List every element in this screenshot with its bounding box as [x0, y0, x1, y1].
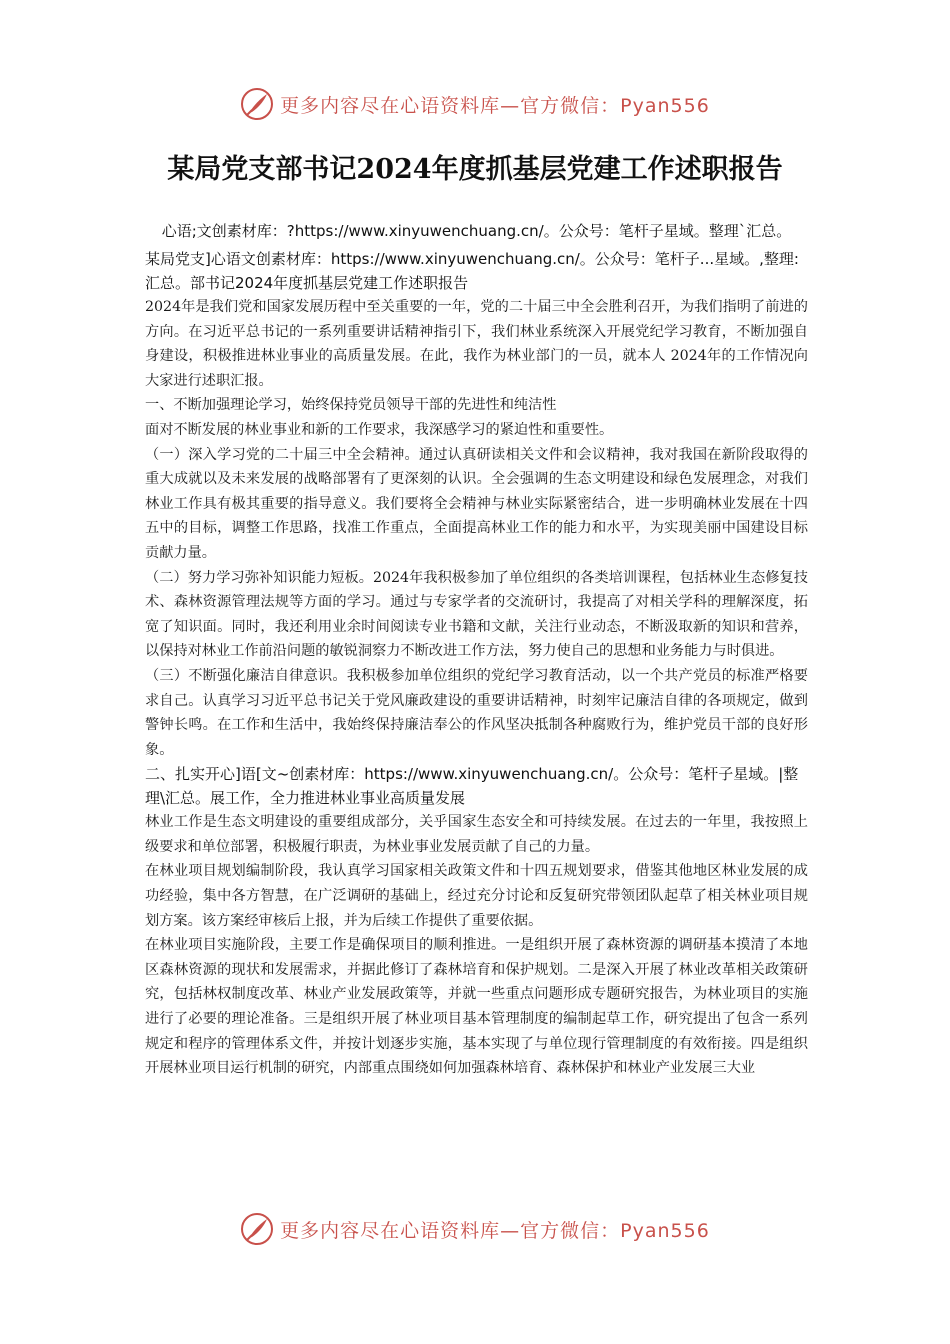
top-banner	[0, 82, 950, 126]
quill-logo-icon	[240, 1212, 274, 1246]
source-note-1: 心语;文创素材库：?https://www.xinyuwenchuang.cn/。公众号：笔杆子星域。整理`汇总。	[161, 222, 792, 240]
quill-logo-icon	[240, 87, 274, 121]
section1-lead: 面对不断发展的林业事业和新的工作要求，我深感学习的紧迫性和重要性。	[145, 421, 614, 438]
document-body	[145, 219, 808, 1081]
bottom-banner	[0, 1207, 950, 1251]
section2-heading: 二、扎实开心]语[文~创素材库：https://www.xinyuwenchuang.cn/。公众号：笔杆子星域。|整理\汇总。展工作，全力推进林业事业高质量发展	[145, 765, 799, 808]
banner-text: 更多内容尽在心语资料库—官方微信：Pyan556	[280, 1219, 710, 1242]
section1-item-3: （三）不断强化廉洁自律意识。我积极参加单位组织的党纪学习教育活动，以一个共产党员的标准严格要求自己。认真学习习近平总书记关于党风廉政建设的重要讲话精神，时刻牢记廉洁自律的各项规定，做到警钟长鸣。在工作和生活中，我始终保持廉洁奉公的作风坚决抵制各种腐败行为，维护党员干部的良好形象。	[145, 667, 808, 758]
source-note-2: 某局党支]心语文创素材库：https://www.xinyuwenchuang.cn/。公众号：笔杆子...星域。,整理:汇总。部书记2024年度抓基层党建工作述职报告	[145, 250, 799, 292]
banner-text: 更多内容尽在心语资料库—官方微信：Pyan556	[280, 94, 710, 117]
section2-paragraph-2: 在林业项目规划编制阶段，我认真学习国家相关政策文件和十四五规划要求，借鉴其他地区林业发展的成功经验，集中各方智慧，在广泛调研的基础上，经过充分讨论和反复研究带领团队起草了相关林业项目规划方案。该方案经审核后上报，并为后续工作提供了重要依据。	[145, 863, 808, 929]
page-title: 某局党支部书记2024年度抓基层党建工作述职报告	[167, 154, 783, 185]
section2-paragraph-1: 林业工作是生态文明建设的重要组成部分，关乎国家生态安全和可持续发展。在过去的一年里，我按照上级要求和单位部署，积极履行职责，为林业事业发展贡献了自己的力量。	[145, 814, 808, 855]
section1-heading: 一、不断加强理论学习，始终保持党员领导干部的先进性和纯洁性	[145, 397, 557, 414]
section2-paragraph-3: 在林业项目实施阶段，主要工作是确保项目的顺利推进。一是组织开展了森林资源的调研基本摸清了本地区森林资源的现状和发展需求，并据此修订了森林培育和保护规划。二是深入开展了林业改革相关政策研究，包括林权制度改革、林业产业发展政策等，并就一些重点问题形成专题研究报告，为林业项目的实施进行了必要的理论准备。三是组织开展了林业项目基本管理制度的编制起草工作，研究提出了包含一系列规定和程序的管理体系文件，并按计划逐步实施，基本实现了与单位现行管理制度的有效衔接。四是组织开展林业项目运行机制的研究，内部重点围绕如何加强森林培育、森林保护和林业产业发展三大业	[145, 937, 808, 1077]
intro-paragraph: 2024年是我们党和国家发展历程中至关重要的一年，党的二十届三中全会胜利召开，为我们指明了前进的方向。在习近平总书记的一系列重要讲话精神指引下，我们林业系统深入开展党纪学习教育，不断加强自身建设，积极推进林业事业的高质量发展。在此，我作为林业部门的一员，就本人 2024年的工作情况向大家进行述职汇报。	[145, 299, 808, 389]
section1-item-2: （二）努力学习弥补知识能力短板。2024年我积极参加了单位组织的各类培训课程，包括林业生态修复技术、森林资源管理法规等方面的学习。通过与专家学者的交流研讨，我提高了对相关学科的理解深度，拓宽了知识面。同时，我还利用业余时间阅读专业书籍和文献，关注行业动态，不断汲取新的知识和营养，以保持对林业工作前沿问题的敏锐洞察力不断改进工作方法，努力使自己的思想和业务能力与时俱进。	[145, 569, 808, 660]
section1-item-1: （一）深入学习党的二十届三中全会精神。通过认真研读相关文件和会议精神，我对我国在新阶段取得的重大成就以及未来发展的战略部署有了更深刻的认识。全会强调的生态文明建设和绿色发展理念，对我们林业工作具有极其重要的指导意义。我们要将全会精神与林业实际紧密结合，进一步明确林业发展在十四五中的目标，调整工作思路，找准工作重点，全面提高林业工作的能力和水平，为实现美丽中国建设目标贡献力量。	[145, 446, 808, 561]
